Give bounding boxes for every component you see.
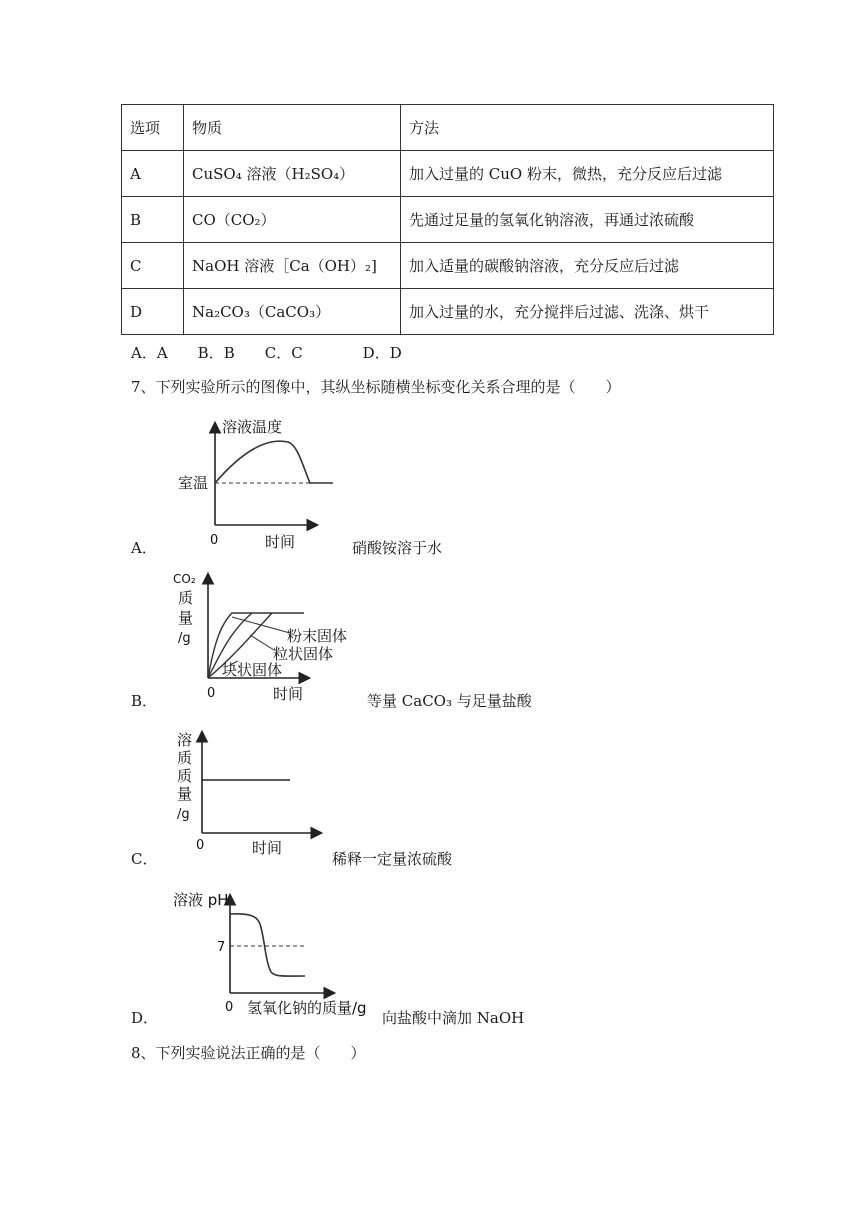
curve-label: 粉末固体 bbox=[287, 627, 348, 645]
origin-label: 0 bbox=[196, 838, 205, 853]
option-c-letter: C． bbox=[131, 850, 158, 868]
option-a-letter: A． bbox=[131, 539, 157, 557]
table-cell: NaOH 溶液［Ca（OH）₂] bbox=[184, 243, 401, 289]
y-axis-label-line: CO₂ bbox=[173, 572, 196, 586]
curve-label: 粒状固体 bbox=[273, 645, 334, 663]
y-axis-label-line: 质 bbox=[177, 749, 193, 767]
table-cell: CuSO₄ 溶液（H₂SO₄） bbox=[184, 151, 401, 197]
x-axis-label: 时间 bbox=[273, 685, 304, 703]
origin-label: 0 bbox=[210, 533, 219, 548]
x-axis-label: 时间 bbox=[252, 839, 283, 857]
table-cell: 加入过量的水，充分搅拌后过滤、洗涤、烘干 bbox=[401, 289, 774, 335]
y-axis-label: 溶液 pH bbox=[173, 891, 229, 909]
graph-d bbox=[165, 880, 380, 1025]
y-axis-label-line: 质 bbox=[178, 589, 194, 607]
table-header-cell: 选项 bbox=[122, 105, 184, 151]
graph-c bbox=[165, 725, 325, 865]
table-cell: Na₂CO₃（CaCO₃） bbox=[184, 289, 401, 335]
table-cell: A bbox=[122, 151, 184, 197]
table-row bbox=[122, 151, 774, 197]
table-cell: C bbox=[122, 243, 184, 289]
ref-label: 7 bbox=[217, 940, 226, 955]
options-table bbox=[121, 104, 774, 335]
table-row bbox=[122, 289, 774, 335]
x-axis-label: 氢氧化钠的质量/g bbox=[247, 999, 367, 1017]
graph-a bbox=[170, 412, 350, 552]
option-b-caption: 等量 CaCO₃ 与足量盐酸 bbox=[367, 692, 532, 710]
table-header-cell: 方法 bbox=[401, 105, 774, 151]
temp-curve bbox=[215, 441, 333, 483]
table-header-row bbox=[122, 105, 774, 151]
option-d-caption: 向盐酸中滴加 NaOH bbox=[382, 1009, 525, 1027]
table-cell: 加入适量的碳酸钠溶液，充分反应后过滤 bbox=[401, 243, 774, 289]
q7-stem: 7、下列实验所示的图像中，其纵坐标随横坐标变化关系合理的是（ ） bbox=[131, 378, 621, 396]
table-header-cell: 物质 bbox=[184, 105, 401, 151]
graph-b bbox=[170, 565, 370, 705]
table-cell: B bbox=[122, 197, 184, 243]
y-axis-label-line: 量 bbox=[178, 609, 194, 627]
option-a-caption: 硝酸铵溶于水 bbox=[352, 539, 443, 557]
table-cell: CO（CO₂） bbox=[184, 197, 401, 243]
leader-line bbox=[250, 635, 274, 650]
y-axis-label-line: 质 bbox=[177, 767, 193, 785]
curve-label: 块状固体 bbox=[222, 661, 283, 679]
origin-label: 0 bbox=[207, 686, 216, 701]
table-row bbox=[122, 197, 774, 243]
x-axis-label: 时间 bbox=[265, 533, 296, 551]
y-axis-label-line: /g bbox=[177, 807, 190, 822]
ref-label: 室温 bbox=[178, 474, 209, 492]
y-axis-label-line: 溶 bbox=[177, 731, 193, 749]
y-axis-label: 溶液温度 bbox=[222, 418, 283, 436]
table-cell: D bbox=[122, 289, 184, 335]
option-c-caption: 稀释一定量浓硫酸 bbox=[332, 850, 453, 868]
y-axis-label-line: /g bbox=[178, 631, 191, 646]
option-b-letter: B． bbox=[131, 692, 158, 710]
q8-stem: 8、下列实验说法正确的是（ ） bbox=[131, 1044, 366, 1062]
origin-label: 0 bbox=[225, 1000, 234, 1015]
ph-curve bbox=[230, 914, 305, 976]
table-cell: 先通过足量的氢氧化钠溶液，再通过浓硫酸 bbox=[401, 197, 774, 243]
table-cell: 加入过量的 CuO 粉末，微热，充分反应后过滤 bbox=[401, 151, 774, 197]
option-d-letter: D． bbox=[131, 1009, 159, 1027]
table-row bbox=[122, 243, 774, 289]
q6-choices: A．A B．B C．C D．D bbox=[131, 344, 402, 362]
y-axis-label-line: 量 bbox=[177, 785, 193, 803]
